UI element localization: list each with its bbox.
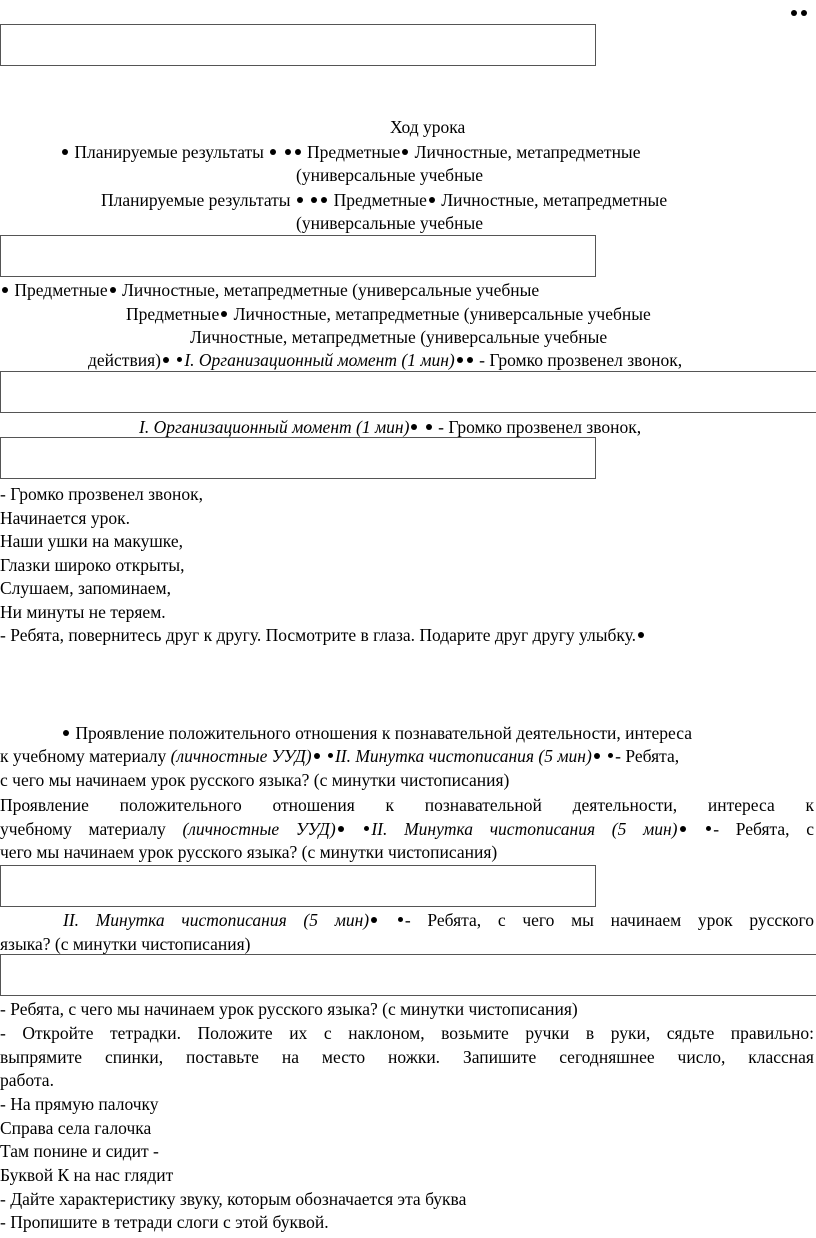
poem-line-6: Ни минуты не теряем. (0, 602, 166, 622)
results-line-3: Планируемые результаты Предметные Личностные, метапредметные (101, 190, 668, 210)
results-line-1: Планируемые результаты Предметные Личностные, метапредметные (60, 141, 640, 164)
final-line-3: выпрямите спинки, поставьте на место ножки. Запишите сегодняшнее число, классная (0, 1047, 814, 1067)
minute-line-1: II. Минутка чистописания (5 мин) - Ребята, с чего мы начинаем урок русского (63, 910, 815, 930)
final-line-7: Там понине и сидит - (0, 1141, 159, 1161)
attitude2-line-3: чего мы начинаем урок русского языка? (с минутки чистописания) (0, 842, 498, 862)
empty-box-4 (0, 437, 596, 479)
empty-box-2 (0, 235, 596, 277)
corner-dots (789, 2, 809, 25)
final-line-6: Справа села галочка (0, 1118, 152, 1138)
minute-line-2: языка? (с минутки чистописания) (0, 934, 251, 954)
poem-line-1: - Громко прозвенел звонок, (0, 484, 203, 504)
empty-box-5 (0, 865, 596, 907)
attitude2-line-1: Проявление положительного отношения к познавательной деятельности, интереса к (0, 795, 814, 815)
results-line-2: (универсальные учебные (296, 165, 483, 185)
subject-line-3: Личностные, метапредметные (универсальные учебные (190, 327, 608, 347)
attitude1-line-2: к учебному материалу (личностные УУД) II. Минутка чистописания (5 мин) - Ребята, (0, 746, 680, 766)
final-line-10: - Пропишите в тетради слоги с этой буквой. (0, 1212, 329, 1232)
subject-line-2: Предметные Личностные, метапредметные (универсальные учебные (126, 304, 651, 324)
final-line-1: - Ребята, с чего мы начинаем урок русского языка? (с минутки чистописания) (0, 999, 578, 1019)
poem-line-5: Слушаем, запоминаем, (0, 578, 172, 598)
final-line-8: Буквой К на нас глядит (0, 1165, 174, 1185)
attitude1-line-3: с чего мы начинаем урок русского языка? (с минутки чистописания) (0, 770, 510, 790)
poem-line-3: Наши ушки на макушке, (0, 531, 184, 551)
poem-line-2: Начинается урок. (0, 508, 130, 528)
final-line-2: - Откройте тетрадки. Положите их с наклоном, возьмите ручки в руки, сядьте правильно: (0, 1023, 814, 1043)
empty-box-3 (0, 371, 816, 413)
poem-line-7: - Ребята, повернитесь друг к другу. Посмотрите в глаза. Подарите друг другу улыбку. (0, 624, 646, 647)
subject-line-1: Предметные Личностные, метапредметные (универсальные учебные (0, 279, 539, 302)
page-title: Ход урока (390, 117, 466, 137)
final-line-4: работа. (0, 1070, 54, 1090)
org-moment-line: I. Организационный момент (1 мин) - Громко прозвенел звонок, (139, 417, 642, 437)
subject-line-4: действия) I. Организационный момент (1 мин) - Громко прозвенел звонок, (88, 350, 683, 370)
empty-box-6 (0, 954, 816, 996)
attitude2-line-2: учебному материалу (личностные УУД) II. Минутка чистописания (5 мин) - Ребята, с (0, 819, 814, 839)
results-line-4: (универсальные учебные (296, 213, 483, 233)
final-line-5: - На прямую палочку (0, 1094, 159, 1114)
final-line-9: - Дайте характеристику звуку, которым обозначается эта буква (0, 1189, 467, 1209)
attitude1-line-1: Проявление положительного отношения к познавательной деятельности, интереса (61, 722, 692, 745)
poem-line-4: Глазки широко открыты, (0, 555, 185, 575)
empty-box-1 (0, 24, 596, 66)
